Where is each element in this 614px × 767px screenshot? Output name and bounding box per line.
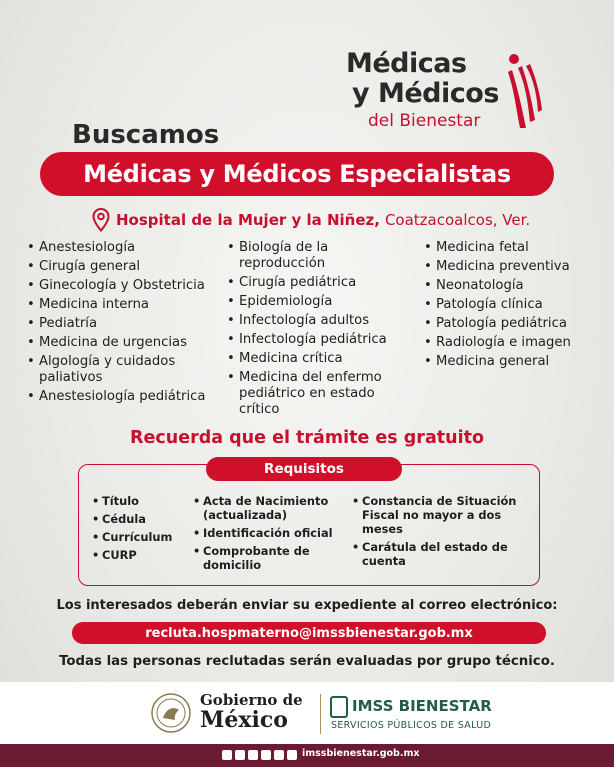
list-item: • CURP	[92, 548, 192, 562]
list-item: • Medicina general	[424, 354, 609, 370]
list-item: • Biología de la reproducción	[227, 240, 417, 272]
imss-name: IMSS BIENESTAR	[352, 697, 492, 715]
specialties-column-2	[227, 240, 417, 421]
brand-line-3: del Bienestar	[368, 111, 481, 131]
list-item: • Algología y cuidados paliativos	[27, 354, 227, 386]
website-link[interactable]: imssbienestar.gob.mx	[302, 748, 420, 759]
list-item: • Acta de Nacimiento (actualizada)	[193, 494, 343, 522]
hospital-location	[92, 206, 530, 234]
requirements-column-1	[92, 494, 192, 566]
list-item: • Cédula	[92, 512, 192, 526]
list-item: • Medicina fetal	[424, 240, 609, 256]
list-item: • Anestesiología pediátrica	[27, 389, 227, 405]
brand-line-1: Médicas	[346, 48, 467, 79]
list-item: • Identificación oficial	[193, 526, 343, 540]
list-item: • Título	[92, 494, 192, 508]
brand-figure-icon	[504, 50, 544, 130]
list-item: • Ginecología y Obstetricia	[27, 278, 227, 294]
twitter-icon[interactable]	[235, 750, 245, 760]
list-item: • Medicina de urgencias	[27, 335, 227, 351]
national-seal-icon	[150, 690, 192, 736]
list-item: • Cirugía general	[27, 259, 227, 275]
imss-logo-icon	[330, 696, 348, 718]
brand-logo	[346, 50, 546, 132]
list-item: • Anestesiología	[27, 240, 227, 256]
social-icons	[222, 750, 297, 760]
imss-tagline: SERVICIOS PÚBLICOS DE SALUD	[331, 720, 492, 731]
youtube-icon[interactable]	[261, 750, 271, 760]
requirements-column-2	[193, 494, 343, 576]
list-item: • Infectología pediátrica	[227, 332, 417, 348]
requirements-column-3	[352, 494, 532, 572]
contact-instruction: Los interesados deberán enviar su expediente al correo electrónico:	[56, 598, 558, 613]
list-item: • Medicina interna	[27, 297, 227, 313]
list-item: • Patología pediátrica	[424, 316, 609, 332]
specialties-column-1	[27, 240, 227, 408]
heading-buscamos: Buscamos	[72, 120, 220, 150]
gobierno-line-2: México	[200, 707, 288, 733]
list-item: • Currículum	[92, 530, 192, 544]
hospital-name: Hospital de la Mujer y la Niñez,	[116, 211, 380, 229]
contact-email[interactable]: recluta.hospmaterno@imssbienestar.gob.mx	[72, 622, 546, 644]
gobierno-line-1: Gobierno de	[200, 691, 303, 709]
brand-line-2: y Médicos	[352, 78, 499, 109]
location-pin-icon	[92, 208, 110, 232]
page-title: Médicas y Médicos Especialistas	[40, 152, 554, 196]
list-item: • Medicina crítica	[227, 351, 417, 367]
list-item: • Neonatología	[424, 278, 609, 294]
free-procedure-notice: Recuerda que el trámite es gratuito	[130, 428, 484, 448]
list-item: • Epidemiología	[227, 294, 417, 310]
list-item: • Cirugía pediátrica	[227, 275, 417, 291]
list-item: • Radiología e imagen	[424, 335, 609, 351]
list-item: • Constancia de Situación Fiscal no mayor a dos meses	[352, 494, 532, 536]
footer-divider	[320, 694, 321, 734]
list-item: • Comprobante de domicilio	[193, 544, 343, 572]
hospital-city: Coatzacoalcos, Ver.	[384, 211, 531, 229]
footer	[0, 682, 614, 744]
list-item: • Medicina del enfermo pediátrico en estado crítico	[227, 370, 417, 418]
instagram-icon[interactable]	[248, 750, 258, 760]
list-item: • Pediatría	[27, 316, 227, 332]
list-item: • Infectología adultos	[227, 313, 417, 329]
list-item: • Carátula del estado de cuenta	[352, 540, 532, 568]
facebook-icon[interactable]	[222, 750, 232, 760]
list-item: • Medicina preventiva	[424, 259, 609, 275]
evaluation-note: Todas las personas reclutadas serán evaluadas por grupo técnico.	[59, 654, 555, 669]
requirements-label: Requisitos	[206, 457, 402, 481]
specialties-column-3	[424, 240, 609, 373]
tiktok-icon[interactable]	[274, 750, 284, 760]
linkedin-icon[interactable]	[287, 750, 297, 760]
list-item: • Patología clínica	[424, 297, 609, 313]
